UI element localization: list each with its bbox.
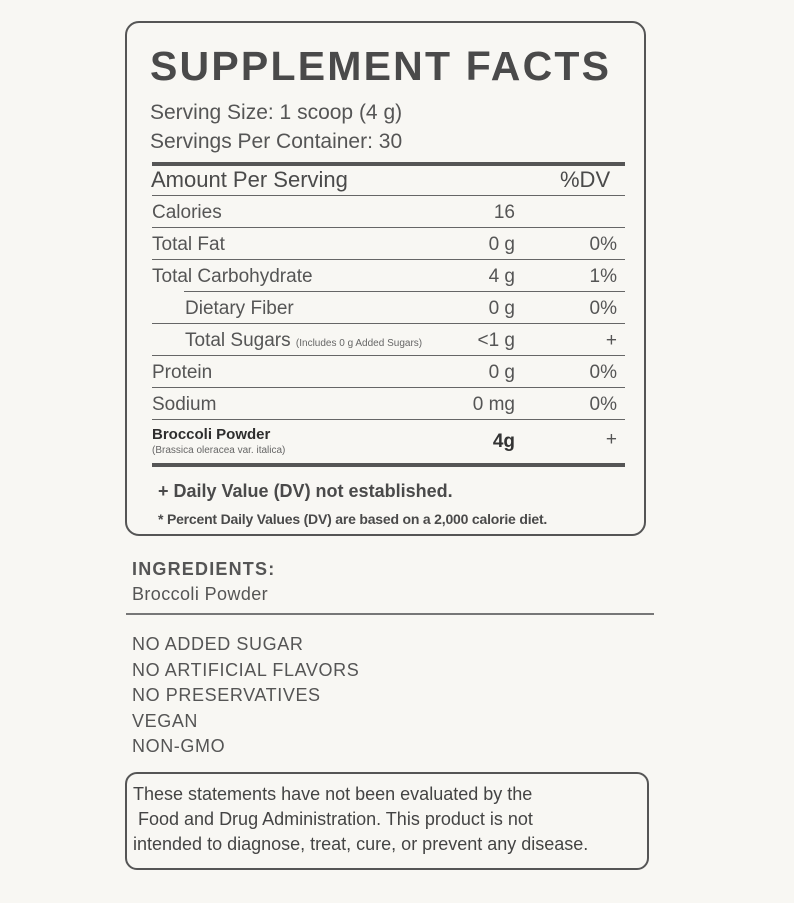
divider <box>152 323 625 324</box>
claim-item: NO ARTIFICIAL FLAVORS <box>132 659 360 680</box>
row-amount-sodium: 0 mg <box>472 394 515 415</box>
product-claims-list <box>132 632 359 760</box>
dv-header: %DV <box>560 167 611 192</box>
row-amount-protein: 0 g <box>488 362 515 383</box>
row-amount-calories: 16 <box>493 202 515 223</box>
botanical-name: Broccoli Powder <box>152 426 271 443</box>
supplement-facts-panel <box>125 21 646 536</box>
botanical-dv: + <box>605 429 617 450</box>
dv-not-established-note: + Daily Value (DV) not established. <box>158 481 453 501</box>
row-dv-total-fat: 0% <box>589 234 617 255</box>
ingredients-text: Broccoli Powder <box>132 584 269 604</box>
disclaimer-line: These statements have not been evaluated by the <box>133 784 533 804</box>
row-label-protein: Protein <box>152 362 213 383</box>
row-label-dietary-fiber: Dietary Fiber <box>185 298 294 319</box>
row-dv-dietary-fiber: 0% <box>589 298 617 319</box>
added-sugars-note: (Includes 0 g Added Sugars) <box>295 338 423 349</box>
row-amount-total-sugars: <1 g <box>477 330 515 351</box>
row-label-total-fat: Total Fat <box>152 234 225 255</box>
amount-per-serving-header: Amount Per Serving <box>151 167 348 192</box>
divider <box>152 355 625 356</box>
botanical-amount: 4g <box>492 431 515 452</box>
row-amount-total-carbohydrate: 4 g <box>488 266 515 287</box>
divider <box>184 291 625 292</box>
row-dv-sodium: 0% <box>589 394 617 415</box>
row-dv-total-carbohydrate: 1% <box>589 266 617 287</box>
claim-item: NO PRESERVATIVES <box>132 685 321 705</box>
percent-dv-note: * Percent Daily Values (DV) are based on a 2,000 calorie diet. <box>158 511 548 527</box>
claim-item: VEGAN <box>132 710 199 731</box>
claim-item: NO ADDED SUGAR <box>132 634 304 654</box>
divider <box>152 259 625 260</box>
servings-per-container: Servings Per Container: 30 <box>150 130 403 153</box>
row-label-total-carbohydrate: Total Carbohydrate <box>152 266 313 287</box>
row-label-sodium: Sodium <box>152 394 217 415</box>
botanical-scientific-name: (Brassica oleracea var. italica) <box>152 445 286 456</box>
row-label-calories: Calories <box>152 202 222 223</box>
divider <box>152 195 625 196</box>
serving-size: Serving Size: 1 scoop (4 g) <box>150 101 403 124</box>
row-amount-total-fat: 0 g <box>488 234 515 255</box>
divider <box>152 419 625 420</box>
row-amount-dietary-fiber: 0 g <box>488 298 515 319</box>
total-sugars-label: Total Sugars <box>185 330 291 351</box>
row-dv-protein: 0% <box>589 362 617 383</box>
row-dv-total-sugars: + <box>605 330 617 351</box>
ingredients-divider <box>126 613 654 615</box>
divider <box>152 387 625 388</box>
disclaimer-line: Food and Drug Administration. This product is not <box>133 809 533 829</box>
facts-title: SUPPLEMENT FACTS <box>150 43 612 89</box>
ingredients-heading: INGREDIENTS: <box>132 559 276 579</box>
claim-item: NON-GMO <box>132 736 226 756</box>
row-label-total-sugars <box>185 330 422 352</box>
header-rule <box>152 162 625 166</box>
footer-rule <box>152 463 625 467</box>
divider <box>152 227 625 228</box>
disclaimer-line: intended to diagnose, treat, cure, or prevent any disease. <box>133 834 589 854</box>
fda-disclaimer-box <box>125 772 649 870</box>
